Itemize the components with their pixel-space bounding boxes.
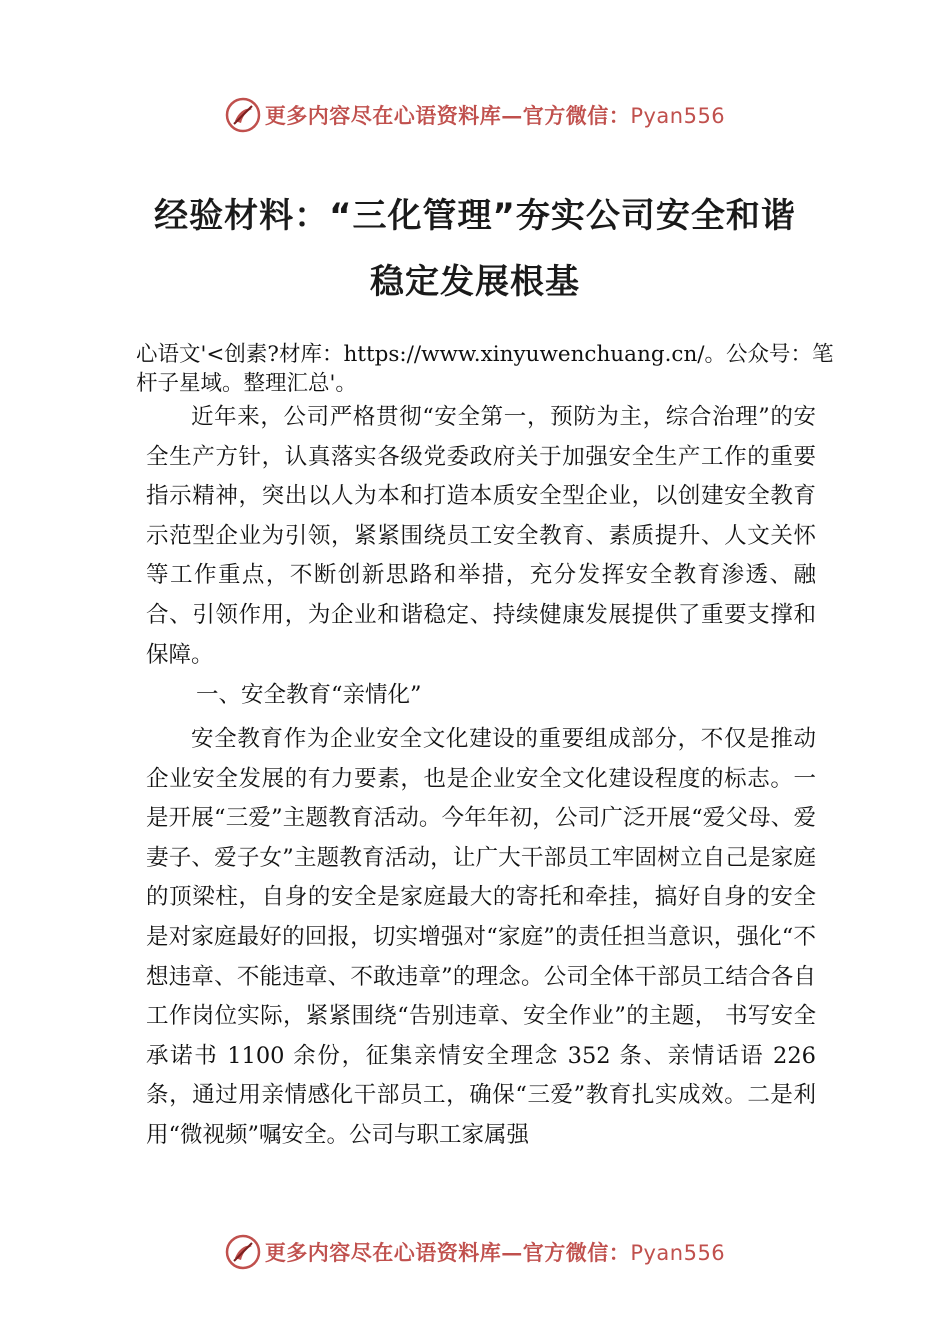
header-banner <box>0 95 950 135</box>
source-note: 心语文'<创素?材库：https://www.xinyuwenchuang.cn/。公众号：笔杆子星域。整理汇总'。 <box>136 342 834 396</box>
banner-text: 更多内容尽在心语资料库—官方微信：Pyan556 <box>264 1240 726 1265</box>
section-heading-1: 一、安全教育“亲情化” <box>196 682 422 708</box>
wechat-id: Pyan556 <box>630 1241 726 1265</box>
paragraph-intro: 近年来，公司严格贯彻“安全第一，预防为主，综合治理”的安全生产方针，认真落实各级党委政府关于加强安全生产工作的重要指示精神，突出以人为本和打造本质安全型企业，以创建安全教育示范型企业为引领，紧紧围绕员工安全教育、素质提升、人文关怀等工作重点，不断创新思路和举措，充分发挥安全教育渗透、融合、引领作用，为企业和谐稳定、持续健康发展提供了重要支撑和保障。 <box>146 404 816 668</box>
document-title-line2: 稳定发展根基 <box>370 262 580 302</box>
library-logo-icon <box>225 1234 261 1270</box>
document-title-line1: 经验材料：“三化管理”夯实公司安全和谐 <box>154 196 796 236</box>
library-logo-icon <box>225 97 261 133</box>
paragraph-section1: 安全教育作为企业安全文化建设的重要组成部分，不仅是推动企业安全发展的有力要素，也是企业安全文化建设程度的标志。一是开展“三爱”主题教育活动。今年年初，公司广泛开展“爱父母、爱妻子、爱子女”主题教育活动，让广大干部员工牢固树立自己是家庭的顶梁柱，自身的安全是家庭最大的寄托和牵挂，搞好自身的安全是对家庭最好的回报，切实增强对“家庭”的责任担当意识，强化“不想违章、不能违章、不敢违章”的理念。公司全体干部员工结合各自工作岗位实际，紧紧围绕“告别违章、安全作业”的主题， 书写安全承诺书 1100 余份，征集亲情安全理念 352 条、亲情话语 226 条，通过用亲情感化干部员工，确保“三爱”教育扎实成效。二是利用“微视频”嘱安全。公司与职工家属强 <box>146 726 816 1148</box>
wechat-id: Pyan556 <box>630 104 726 128</box>
banner-text: 更多内容尽在心语资料库—官方微信：Pyan556 <box>264 103 726 128</box>
footer-banner <box>0 1232 950 1272</box>
